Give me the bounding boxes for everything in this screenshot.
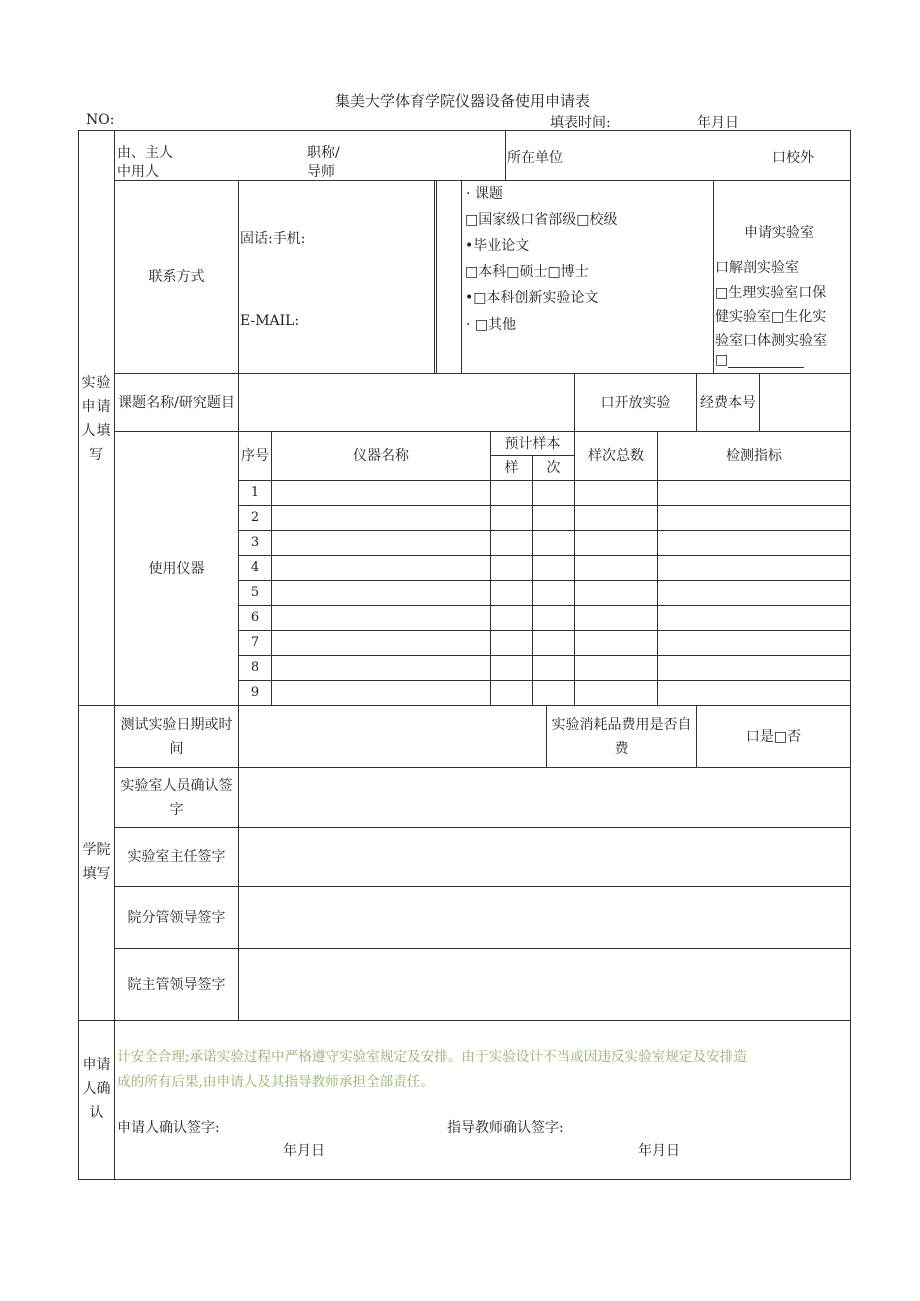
project-level-checkboxes[interactable]: □国家级口省部级□校级 <box>465 212 618 228</box>
side-label-applicant: 实验申请人填写 <box>81 375 112 463</box>
lab-option-anatomy[interactable]: 口解剖实验室 <box>715 260 799 276</box>
lab-staff-signature-label: 实验室人员确认签字 <box>120 777 233 818</box>
sample-header: 预计样本 <box>504 435 561 452</box>
page-title: 集美大学体育学院仪器设备使用申请表 <box>335 92 591 110</box>
lab-option-physiology[interactable]: □生理实验室口保 <box>715 285 827 301</box>
innovation-thesis-checkbox[interactable]: •□本科创新实验论文 <box>465 290 599 306</box>
sample-sub-header-2: 次 <box>546 460 561 476</box>
applicant-signature-label: 申请人确认签字: <box>117 1120 220 1136</box>
table-row-number: 8 <box>250 660 260 675</box>
form-number-label: NO: <box>86 112 115 128</box>
fill-date-label: 年月日 <box>697 115 739 131</box>
table-row-number: 7 <box>250 635 260 650</box>
lab-director-signature-label: 实验室主任签字 <box>127 849 226 865</box>
chief-leader-signature-label: 院主管领导签字 <box>127 976 226 993</box>
applicant-label-line1: 由、主人 <box>117 145 173 161</box>
advisor-signature-label: 指导教师确认签字: <box>447 1120 564 1136</box>
project-type-topic: · 课题 <box>466 186 503 202</box>
advisor-date-label: 年月日 <box>638 1143 680 1159</box>
yes-no-checkboxes[interactable]: 口是□否 <box>745 728 802 745</box>
statement-line-1: 计安全合理;承诺实验过程中严格遵守实验室规定及安排。由于实验设计不当或因违反实验室规定及安排造 <box>117 1049 747 1065</box>
applicant-date-label: 年月日 <box>283 1143 325 1159</box>
title-label-line2: 导师 <box>307 164 335 180</box>
table-row-number: 6 <box>250 610 260 625</box>
project-name-label: 课题名称/研究题目 <box>118 394 235 411</box>
fund-number-label: 经费本号 <box>700 394 756 411</box>
unit-label: 所在单位 <box>507 150 563 166</box>
applicant-label-line2: 中用人 <box>117 164 159 180</box>
instruments-label: 使用仪器 <box>148 560 205 577</box>
project-type-thesis: •毕业论文 <box>465 238 530 254</box>
email-label: E-MAIL: <box>240 313 300 329</box>
instrument-name-header: 仪器名称 <box>353 448 409 464</box>
contact-label: 联系方式 <box>148 269 205 285</box>
table-row-number: 2 <box>250 510 260 525</box>
seq-header: 序号 <box>241 448 269 464</box>
indicator-header: 检测指标 <box>726 448 782 464</box>
fill-time-label: 填表时间: <box>550 115 611 131</box>
side-label-confirm: 申请人确认 <box>82 1057 111 1121</box>
other-checkbox[interactable]: · □其他 <box>466 317 517 333</box>
deputy-leader-signature-label: 院分管领导签字 <box>127 909 226 926</box>
table-row-number: 9 <box>250 685 260 700</box>
test-date-label: 测试实验日期或时间 <box>120 716 233 757</box>
off-campus-checkbox[interactable]: 口校外 <box>772 150 814 166</box>
lab-option-line4[interactable]: 验室口体测实验室 <box>715 333 827 349</box>
lab-option-other[interactable] <box>715 352 804 368</box>
table-row-number: 3 <box>250 535 260 550</box>
open-lab-checkbox[interactable]: 口开放实验 <box>600 394 671 411</box>
sample-sub-header-1: 样 <box>504 460 519 476</box>
phone-label: 固话:手机: <box>240 231 306 247</box>
lab-title: 申请实验室 <box>744 225 814 241</box>
lab-option-line3[interactable]: 健实验室□生化实 <box>715 309 827 325</box>
degree-checkboxes[interactable]: □本科□硕士□博士 <box>465 264 589 280</box>
total-samples-header: 样次总数 <box>588 448 644 464</box>
table-row-number: 5 <box>250 585 260 600</box>
title-label-line1: 职称/ <box>307 145 340 161</box>
table-row-number: 4 <box>250 560 260 575</box>
statement-line-2: 成的所有后果,由申请人及其指导教师承担全部责任。 <box>117 1074 434 1090</box>
consumables-label: 实验消耗品费用是否自费 <box>551 716 692 757</box>
lab-option-other-blank[interactable] <box>728 353 804 368</box>
lab-option-other-box: □ <box>715 352 729 368</box>
side-label-college: 学院填写 <box>82 842 111 882</box>
table-row-number: 1 <box>250 485 260 500</box>
